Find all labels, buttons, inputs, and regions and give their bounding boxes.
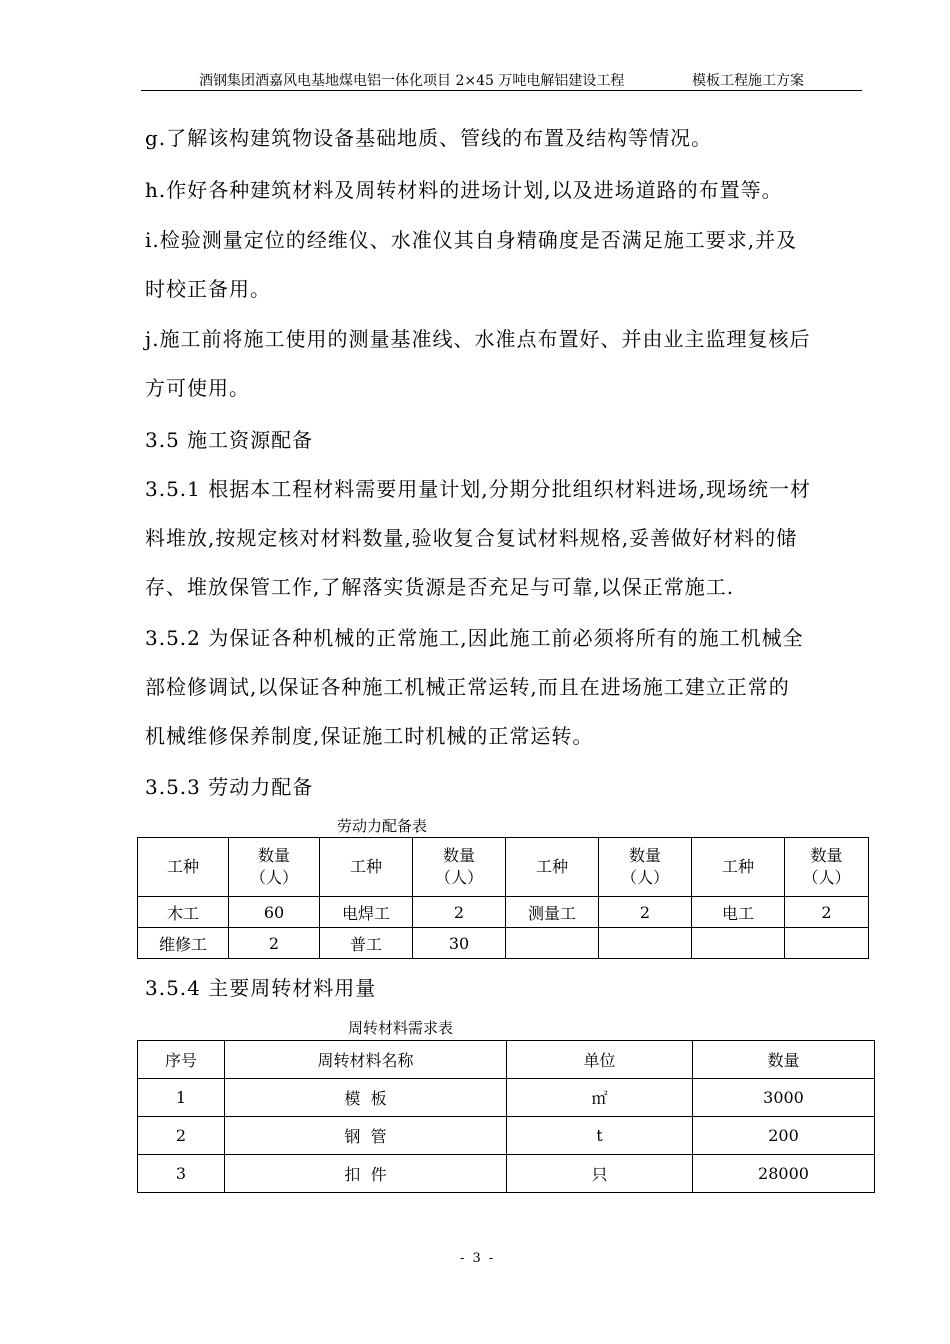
table-cell: 2 <box>413 897 506 928</box>
paragraph-h: h.作好各种建筑材料及周转材料的进场计划,以及进场道路的布置等。 <box>145 178 783 202</box>
paragraph-g: g.了解该构建筑物设备基础地质、管线的布置及结构等情况。 <box>145 126 713 150</box>
header-cell: 工种 <box>138 838 229 897</box>
table-cell: 2 <box>138 1117 225 1155</box>
header-doc-title: 模板工程施工方案 <box>692 73 804 89</box>
table-cell: t <box>507 1117 693 1155</box>
section-heading-3-5-4: 3.5.4 主要周转材料用量 <box>145 976 377 1000</box>
table-cell: 只 <box>507 1155 693 1193</box>
page-header <box>141 68 862 91</box>
table-cell: 2 <box>785 897 869 928</box>
paragraph-i-line1: i.检验测量定位的经维仪、水准仪其自身精确度是否满足施工要求,并及 <box>145 228 798 252</box>
header-cell: 工种 <box>320 838 413 897</box>
table-cell <box>506 928 599 959</box>
paragraph-i-line2: 时校正备用。 <box>145 277 271 301</box>
material-table-header-row <box>138 1041 875 1079</box>
table-cell: 普工 <box>320 928 413 959</box>
header-cell: 工种 <box>506 838 599 897</box>
table-cell: 模 板 <box>225 1079 507 1117</box>
table-cell: 扣 件 <box>225 1155 507 1193</box>
paragraph-3-5-1-line1: 3.5.1 根据本工程材料需要用量计划,分期分批组织材料进场,现场统一材 <box>145 477 811 501</box>
table-row <box>138 897 869 928</box>
table-row <box>138 1079 875 1117</box>
paragraph-3-5-2-line2: 部检修调试,以保证各种施工机械正常运转,而且在进场施工建立正常的 <box>145 675 790 699</box>
table-cell: 28000 <box>693 1155 875 1193</box>
table-cell: 电焊工 <box>320 897 413 928</box>
header-project-title: 酒钢集团酒嘉风电基地煤电铝一体化项目 2×45 万吨电解铝建设工程 <box>199 73 625 89</box>
header-cell: 数量 （人） <box>413 838 506 897</box>
table-cell: 钢 管 <box>225 1117 507 1155</box>
table-cell: 测量工 <box>506 897 599 928</box>
paragraph-3-5-1-line2: 料堆放,按规定核对材料数量,验收复合复试材料规格,妥善做好材料的储 <box>145 526 798 550</box>
table-cell: 维修工 <box>138 928 229 959</box>
paragraph-3-5-1-line3: 存、堆放保管工作,了解落实货源是否充足与可靠,以保正常施工. <box>145 575 735 599</box>
material-table-caption: 周转材料需求表 <box>348 1019 454 1037</box>
header-cell: 数量 <box>693 1041 875 1079</box>
labor-table-caption: 劳动力配备表 <box>337 817 428 835</box>
table-cell: 2 <box>599 897 692 928</box>
material-table <box>137 1040 875 1193</box>
table-row <box>138 1117 875 1155</box>
page-number: - 3 - <box>460 1251 496 1266</box>
table-cell: 3000 <box>693 1079 875 1117</box>
header-cell: 数量 （人） <box>785 838 869 897</box>
labor-table <box>137 837 869 959</box>
table-cell: 2 <box>229 928 320 959</box>
header-cell: 工种 <box>692 838 785 897</box>
header-cell: 单位 <box>507 1041 693 1079</box>
header-cell: 周转材料名称 <box>225 1041 507 1079</box>
paragraph-j-line1: j.施工前将施工使用的测量基准线、水准点布置好、并由业主监理复核后 <box>145 327 811 351</box>
table-cell: 电工 <box>692 897 785 928</box>
table-cell: 3 <box>138 1155 225 1193</box>
section-heading-3-5: 3.5 施工资源配备 <box>145 428 314 452</box>
table-row <box>138 928 869 959</box>
header-cell: 序号 <box>138 1041 225 1079</box>
table-cell: 60 <box>229 897 320 928</box>
table-cell <box>785 928 869 959</box>
table-cell: 30 <box>413 928 506 959</box>
paragraph-j-line2: 方可使用。 <box>145 376 250 400</box>
table-row <box>138 1155 875 1193</box>
labor-table-header-row <box>138 838 869 897</box>
table-cell <box>692 928 785 959</box>
paragraph-3-5-2-line1: 3.5.2 为保证各种机械的正常施工,因此施工前必须将所有的施工机械全 <box>145 626 804 650</box>
table-cell: 200 <box>693 1117 875 1155</box>
table-cell: 木工 <box>138 897 229 928</box>
header-cell: 数量 （人） <box>229 838 320 897</box>
header-cell: 数量 （人） <box>599 838 692 897</box>
table-cell: 1 <box>138 1079 225 1117</box>
table-cell <box>599 928 692 959</box>
table-cell: ㎡ <box>507 1079 693 1117</box>
section-heading-3-5-3: 3.5.3 劳动力配备 <box>145 775 314 799</box>
paragraph-3-5-2-line3: 机械维修保养制度,保证施工时机械的正常运转。 <box>145 724 594 748</box>
